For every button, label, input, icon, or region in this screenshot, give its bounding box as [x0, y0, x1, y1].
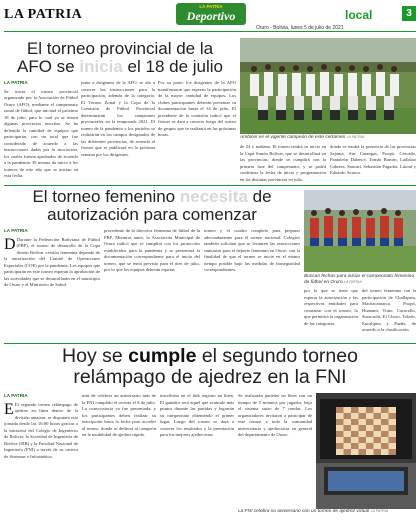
article1-column-5 — [330, 144, 416, 182]
article3-text-3: inscribirse en el link registro en línea. El ganador será aquel que acumule más puntos durante las partidas y lograrán su campeonato obteniendo el primer lugar. Luego del torneo se dará a conocer los resultados y la premiación para los mejores ajedrecistas. — [160, 393, 234, 438]
section-divider-1 — [4, 185, 416, 186]
article3-column-4 — [238, 393, 312, 517]
article2-women-team-photo — [304, 190, 416, 272]
article2-column-3 — [204, 228, 300, 342]
masthead — [0, 0, 420, 30]
article3-text-2: más de celebrar un aniversario más de la FNI cumplido el recinto el 8 de julio. La convocatoria ya fue presentada, y los participantes deben realizar su inscripción hasta la fecha para acceder al torneo, donde se definirá al campeón en la modalidad de ajedrez rápido. — [82, 393, 156, 438]
article1-headline-line2a: AFO se — [16, 57, 80, 77]
article2-headline-line2: autorización para comenzar — [47, 205, 257, 225]
article2-column-5 — [362, 288, 416, 342]
article2-text-1: Durante la Federación Boliviana de Fútbol (FBF), el torneo de desarrollo de la Copa Simón Bolívar versión femenina depende de la autorización del Comité de Operaciones Especiales (COE) por la pandemia. Los equipos que participarán en este torneo esperan la aprobación de las actividades que se desarrollarán en el municipio de Oruro y el Ministerio de Salud. — [4, 236, 100, 288]
article3-column-2 — [82, 393, 156, 517]
article1-column-3 — [158, 80, 236, 184]
article2-kicker: LA PATRIA — [4, 228, 28, 233]
article1-photo-credit: LA PATRIA — [346, 135, 365, 139]
header-rule — [4, 31, 416, 32]
article2-headline-highlight: necesita — [179, 187, 248, 206]
deportivo-badge — [176, 3, 246, 25]
article1-text-4: de 24 y mañana. El torneo tendrá su inicio en la Copa Simón Bolívar, que se desarrollará en las provincias, donde se cumplirá con la primera fase del campeonato, y se podrá confirmar la fecha de inicio y programación en las distintas provincias en julio. — [240, 144, 326, 182]
article1-column-2 — [81, 80, 155, 184]
article2-text-2: procedente de la directiva femenina de fútbol de la FBF. Mientras tanto, la Asociación Municipal de Oruro indicó que se cumplirá con los protocolos establecidos para la pandemia y se presentará la documentación correspondiente para el inicio del torneo, que se tenía previsto para el mes de julio, por lo que los equipos deberán esperar. — [104, 228, 200, 273]
article3-caption-text: La FNI celebra su aniversario con un torneo de ajedrez virtual — [238, 509, 370, 514]
article1-caption-text: Ambicer es el vigente campeón de este certamen — [240, 135, 346, 140]
article3-headline-highlight: cumple — [128, 345, 197, 367]
section-divider-2 — [4, 343, 416, 344]
article3-column-3 — [160, 393, 234, 517]
article1-kicker: LA PATRIA — [4, 80, 28, 85]
article1-text-2: junto a dirigentes de la AFO, se dio a conocer las instrucciones para la participación, además de la categoría. El Torneo Zonal y la Copa de la Comisión de Fútbol Provincial determinarán los campeones provinciales en la temporada 2021. El torneo de la pandemia y los partidos se realizarán en los campos designados de las diferentes provincias, de acuerdo al fixture que se publicará en la próxima semana por los dirigentes. — [81, 80, 155, 157]
article2-text-4: por lo que se tiene que esperar la autorización y las respectivas entidades para comenzar con el torneo, lo que permitirá la organización de las categorías. — [304, 288, 358, 326]
article1-headline-highlight: inicia — [79, 57, 123, 77]
article2-column-4 — [304, 288, 358, 342]
article3-headline — [4, 346, 416, 388]
article3-photo-caption — [238, 509, 416, 515]
article2-text-5: del torneo femenino con la participación de Challapata, Machacamarca, Poopó, Huanuni, Vinto, Caracollo, Soracachi, El Choro, Toledo, Eucaliptus y Pazña, de acuerdo a la clasificación. — [362, 288, 416, 333]
article1-text-3: Por su parte, los dirigentes de la AFO manifestaron que esperan la participación de la mayor cantidad de equipos. Los clubes participantes deberán presentar su documentación hasta el 14 de julio. El presidente de la comisión indicó que el fixture se dará a conocer luego del sorteo de grupos que se realizará en las próximas horas. — [158, 80, 236, 138]
badge-subtitle: LA PATRIA — [199, 4, 223, 9]
article2-photo-credit: LA PATRIA — [344, 280, 362, 285]
badge-title: Deportivo — [186, 9, 236, 23]
article1-team-photo — [240, 38, 416, 134]
newspaper-brand: LA PATRIA — [4, 7, 83, 22]
article3-chess-photo — [316, 393, 416, 509]
page-number: 3 — [402, 6, 416, 21]
article3-text-4: Se realizarán partidas en línea con un tiempo de 5 minutos por jugador, bajo el sistema suizo de 7 rondas. Los organizadores invitaron a participar de este torneo a toda la comunidad universitaria y ajedrecistas en general del departamento de Oruro. — [238, 393, 312, 438]
article2-dropcap: D — [4, 235, 16, 253]
article1-column-4 — [240, 144, 326, 182]
article2-text-3: torneo y el cuadro completo para preparar adecuadamente para el torneo nacional. Colegios también solicitan que se levanten las restricciones sanitarias para el deporte femenino en Oruro, con la finalidad de que el torneo se inicie en el menor tiempo posible bajo las medidas de bioseguridad correspondientes. — [204, 228, 300, 273]
article3-headline-line2: relámpago de ajedrez en la FNI — [73, 366, 347, 389]
article1-headline — [4, 40, 236, 77]
article1-headline-line1: El torneo provincial de la — [26, 39, 214, 58]
article3-text-1: El segundo torneo relámpago de ajedrez en línea dentro de la división amateur, se disputará esta jornada desde las 16:00 horas gracias a la iniciativa del Colegio de Ingenieros de Bolivia, la Sociedad de Ingeniería de Bolivia (SIB) y la Facultad Nacional de Ingeniería (FNI) a través de su carrera de Sistemas e Informática. — [4, 401, 78, 459]
dateline: Oruro - Bolivia, lunes 5 de julio de 2021 — [256, 25, 344, 31]
article2-column-1 — [4, 228, 100, 342]
article1-text-5: donde se tendrá la presencia de las provincias Sajama, Sur Carangas, Poopó, Cercado, Pantaleón Dalence, Tomás Barrón, Ladislao Cabrera, Saucarí, Sebastián Pagador, Litoral y Eduardo Avaroa. — [330, 144, 416, 176]
article2-photo-caption — [304, 274, 416, 286]
article3-headline-line1b: el segundo torneo — [196, 345, 358, 367]
article3-kicker: LA PATRIA — [4, 393, 28, 398]
article3-headline-line1a: Hoy se — [62, 345, 129, 367]
article1-headline-line2b: el 18 de julio — [122, 57, 223, 77]
article1-text-1: Se inicia el torneo provincial organizado por la Asociación de Fútbol Oruro (AFO), mediante el campeonato zonal de fútbol, que iniciará el próximo 18 de julio, para lo cual ya se tienen algunas provincias inscritas. Se ha defenido la cantidad de equipos que participarán, con un total que fue considerado de acuerdo a las instrucciones dadas por la asociación, los cuales fueron aprobados de acuerdo a la pandemia. El mismo da inicio a los torneos de este año que se inician en esta fecha. — [4, 88, 78, 179]
article2-headline — [4, 188, 300, 225]
article2-caption-text: Buscan fechas para iniciar el campeonato femenino de fútbol en Oruro — [304, 274, 415, 286]
article2-headline-line1a: El torneo femenino — [32, 187, 180, 206]
article3-photo-credit: LA PATRIA — [370, 509, 389, 513]
article3-dropcap: E — [4, 400, 14, 418]
article2-column-2 — [104, 228, 200, 342]
article1-column-1 — [4, 80, 78, 184]
article3-column-1 — [4, 393, 78, 517]
section-label: local — [345, 8, 373, 22]
article1-photo-caption — [240, 135, 416, 141]
article2-headline-line1b: de — [247, 187, 272, 206]
